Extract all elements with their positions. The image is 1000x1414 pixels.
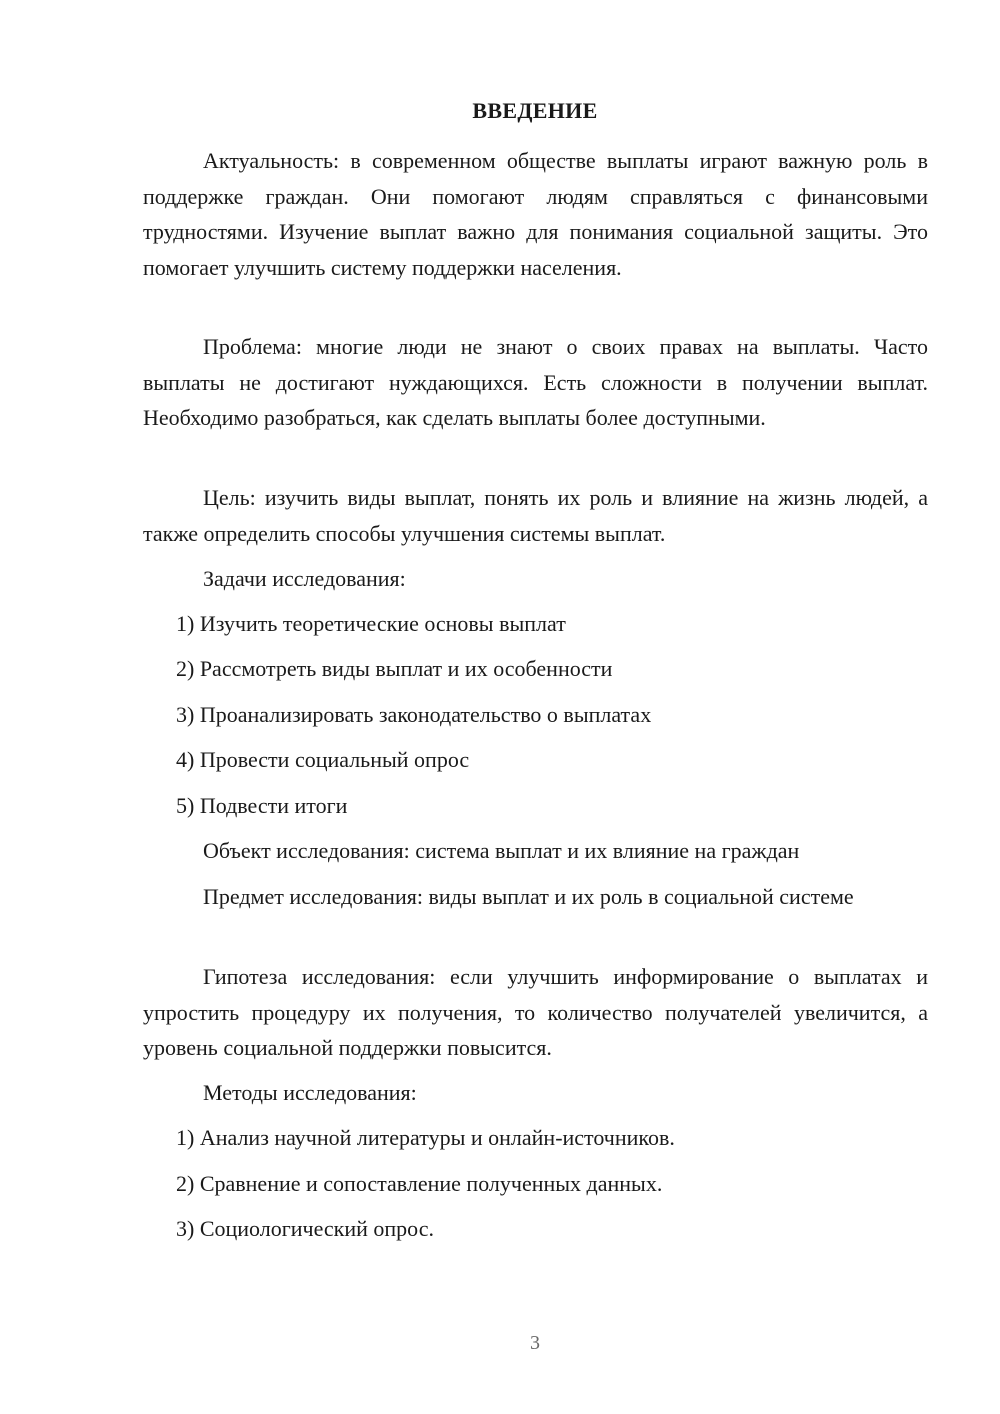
task-item: 2) Рассмотреть виды выплат и их особенности bbox=[176, 656, 613, 681]
problem-paragraph: Проблема: многие люди не знают о своих правах на выплаты. Часто выплаты не достигают нуждающихся. Есть сложности в получении выплат. Необходимо разобраться, как сделать выплаты более доступными. bbox=[143, 334, 928, 430]
task-item: 4) Провести социальный опрос bbox=[176, 747, 470, 772]
tasks-heading: Задачи исследования: bbox=[203, 566, 406, 591]
task-item: 3) Проанализировать законодательство о выплатах bbox=[176, 702, 652, 727]
method-item: 2) Сравнение и сопоставление полученных данных. bbox=[176, 1171, 663, 1196]
task-item: 1) Изучить теоретические основы выплат bbox=[176, 611, 566, 636]
task-item: 5) Подвести итоги bbox=[176, 793, 348, 818]
method-item: 1) Анализ научной литературы и онлайн-источников. bbox=[176, 1125, 675, 1150]
methods-heading: Методы исследования: bbox=[203, 1080, 417, 1105]
goal-paragraph: Цель: изучить виды выплат, понять их роль и влияние на жизнь людей, а также определить способы улучшения системы выплат. bbox=[143, 485, 928, 546]
hypothesis-paragraph: Гипотеза исследования: если улучшить информирование о выплатах и упростить процедуру их получения, то количество получателей увеличится, а уровень социальной поддержки повысится. bbox=[143, 964, 928, 1060]
relevance-paragraph: Актуальность: в современном обществе выплаты играют важную роль в поддержке граждан. Они помогают людям справляться с финансовыми трудностями. Изучение выплат важно для понимания социальной защиты. Это помогает улучшить систему поддержки населения. bbox=[143, 148, 928, 280]
page-number: 3 bbox=[530, 1332, 540, 1354]
object-paragraph: Объект исследования: система выплат и их влияние на граждан bbox=[203, 838, 800, 863]
method-item: 3) Социологический опрос. bbox=[176, 1216, 434, 1241]
subject-paragraph: Предмет исследования: виды выплат и их роль в социальной системе bbox=[203, 884, 854, 909]
page-title: ВВЕДЕНИЕ bbox=[472, 98, 598, 123]
